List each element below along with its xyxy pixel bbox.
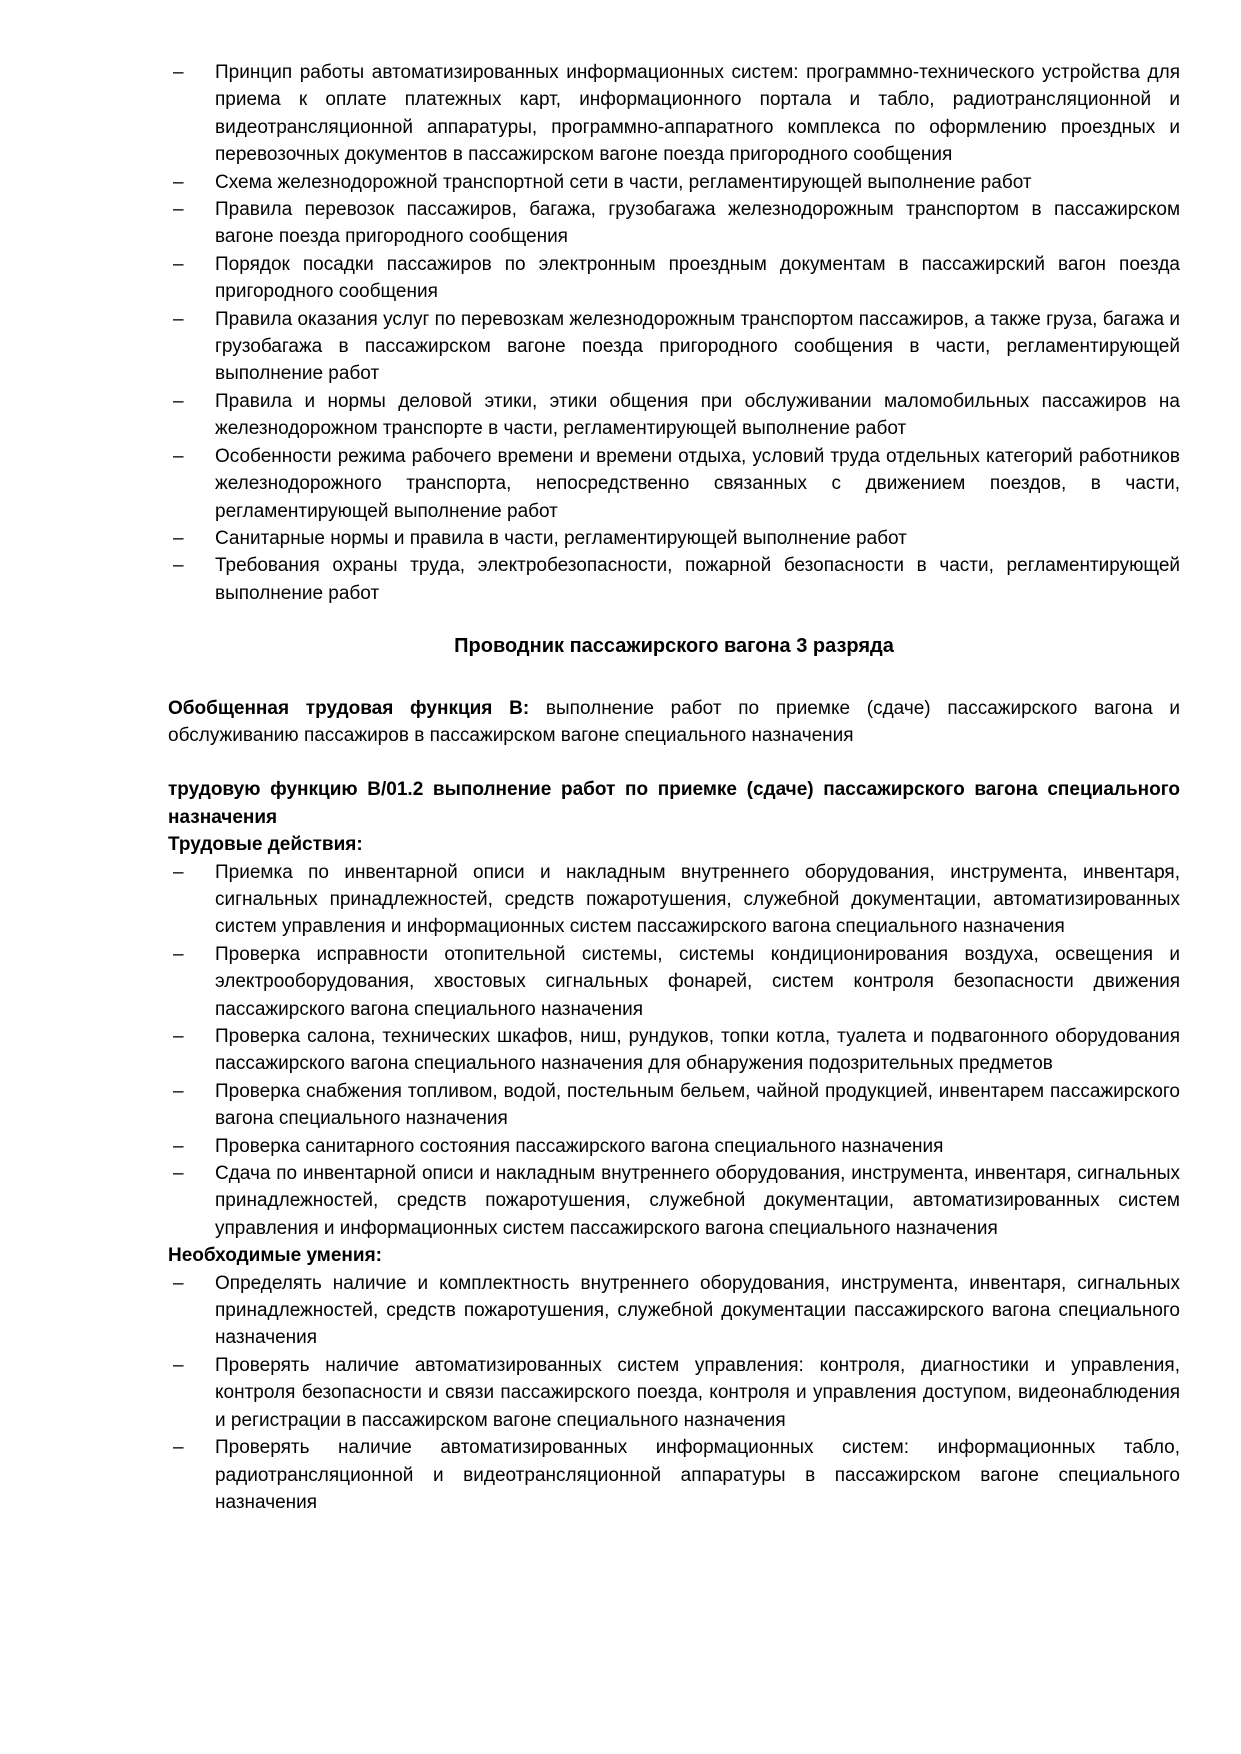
list-item-text: Проверка салона, технических шкафов, ниш, рундуков, топки котла, туалета и подвагонного оборудования пассажирского вагона специального назначения для обнаружения подозрительных предметов [215, 1026, 1180, 1075]
list-item [168, 443, 1180, 525]
bullet-dash: – [173, 445, 184, 467]
bullet-dash: – [173, 253, 184, 275]
list-item-text: Порядок посадки пассажиров по электронным проездным документам в пассажирский вагон поезда пригородного сообщения [215, 253, 1180, 303]
list-item-text: Схема железнодорожной транспортной сети в части, регламентирующей выполнение работ [215, 171, 1032, 193]
list-item [168, 1352, 1180, 1434]
list-item-text: Проверка снабжения топливом, водой, постельным бельем, чайной продукцией, инвентарем пассажирского вагона специального назначения [215, 1080, 1180, 1130]
list-item [168, 251, 1180, 306]
required-skills-list [168, 1270, 1180, 1517]
generalized-function-text: выполнение работ по приемке (сдаче) пассажирского вагона и обслуживанию пассажиров в пассажирском вагоне специального назначения [168, 697, 1180, 746]
bullet-dash: – [173, 1080, 184, 1102]
list-item [168, 1270, 1180, 1352]
bullet-dash: – [173, 1026, 184, 1047]
bullet-dash: – [173, 1135, 184, 1157]
labor-actions-heading: Трудовые действия: [168, 834, 363, 856]
generalized-function-paragraph [168, 695, 1180, 750]
bullet-dash: – [173, 527, 184, 549]
list-item [168, 59, 1180, 169]
bullet-dash: – [173, 1437, 184, 1459]
list-item [168, 552, 1180, 607]
bullet-dash: – [173, 1354, 184, 1376]
labor-function-heading: трудовую функцию В/01.2 выполнение работ по приемке (сдаче) пассажирского вагона специального назначения [168, 779, 1180, 828]
list-item-text: Проверка санитарного состояния пассажирского вагона специального назначения [215, 1135, 944, 1157]
required-skills-heading: Необходимые умения: [168, 1245, 382, 1267]
bullet-dash: – [173, 943, 184, 965]
list-item [168, 859, 1180, 941]
list-item [168, 1078, 1180, 1133]
list-item-text: Проверка исправности отопительной системы, системы кондиционирования воздуха, освещения и электрооборудования, хвостовых сигнальных фонарей, систем контроля безопасности движения пассажирского вагона специального назначения [215, 943, 1180, 1020]
list-item-text: Проверять наличие автоматизированных информационных систем: информационных табло, радиотрансляционной и видеотрансляционной аппаратуры в пассажирском вагоне специального назначения [215, 1437, 1180, 1513]
list-item [168, 1434, 1180, 1516]
bullet-dash: – [173, 1272, 184, 1294]
bullet-dash: – [173, 390, 184, 412]
bullet-dash: – [173, 555, 184, 577]
list-item [168, 1133, 1180, 1160]
list-item-text: Правила перевозок пассажиров, багажа, грузобагажа железнодорожным транспортом в пассажирском вагоне поезда пригородного сообщения [215, 199, 1180, 248]
section-heading: Проводник пассажирского вагона 3 разряда [454, 635, 894, 658]
generalized-function-label: Обобщенная трудовая функция В: [168, 697, 530, 719]
list-item-text: Санитарные нормы и правила в части, регламентирующей выполнение работ [215, 527, 907, 549]
list-item-text: Определять наличие и комплектность внутреннего оборудования, инструмента, инвентаря, сигнальных принадлежностей, средств пожаротушения, служебной документации пассажирского вагона специального назначения [215, 1272, 1180, 1349]
list-item [168, 525, 1180, 552]
list-item-text: Правила оказания услуг по перевозкам железнодорожным транспортом пассажиров, а также груза, багажа и грузобагажа в пассажирском вагоне поезда пригородного сообщения в части, регламентирующей выполнение работ [215, 308, 1180, 385]
labor-actions-list [168, 859, 1180, 1243]
list-item-text: Правила и нормы деловой этики, этики общения при обслуживании маломобильных пассажиров на железнодорожном транспорте в части, регламентирующей выполнение работ [215, 390, 1180, 440]
knowledge-list [168, 59, 1180, 607]
list-item [168, 306, 1180, 388]
list-item [168, 1160, 1180, 1242]
bullet-dash: – [173, 308, 184, 330]
list-item [168, 941, 1180, 1023]
list-item-text: Приемка по инвентарной описи и накладным внутреннего оборудования, инструмента, инвентаря, сигнальных принадлежностей, средств пожаротушения, служебной документации, автоматизированных систем управления и информационных систем пассажирского вагона специального назначения [215, 861, 1180, 938]
bullet-dash: – [173, 171, 184, 193]
list-item-text: Особенности режима рабочего времени и времени отдыха, условий труда отдельных категорий работников железнодорожного транспорта, непосредственно связанных с движением поездов, в части, регламентирующей выполнение работ [215, 445, 1180, 522]
list-item-text: Принцип работы автоматизированных информационных систем: программно-технического устройства для приема к оплате платежных карт, информационного портала и табло, радиотрансляционной и видеотрансляционной аппаратуры, программно-аппаратного комплекса по оформлению проездных и перевозочных документов в пассажирском вагоне поезда пригородного сообщения [215, 62, 1180, 166]
list-item [168, 1023, 1180, 1078]
bullet-dash: – [173, 1163, 184, 1185]
list-item [168, 169, 1180, 196]
list-item-text: Сдача по инвентарной описи и накладным внутреннего оборудования, инструмента, инвентаря, сигнальных принадлежностей, средств пожаротушения, служебной документации, автоматизированных систем управления и информационных систем пассажирского вагона специального назначения [215, 1163, 1180, 1239]
list-item [168, 196, 1180, 251]
list-item [168, 388, 1180, 443]
list-item-text: Проверять наличие автоматизированных систем управления: контроля, диагностики и управления, контроля безопасности и связи пассажирского поезда, контроля и управления доступом, видеонаблюдения и регистрации в пассажирском вагоне специального назначения [215, 1354, 1180, 1431]
list-item-text: Требования охраны труда, электробезопасности, пожарной безопасности в части, регламентирующей выполнение работ [215, 555, 1180, 604]
bullet-dash: – [173, 62, 184, 83]
bullet-dash: – [173, 199, 184, 221]
bullet-dash: – [173, 861, 184, 883]
